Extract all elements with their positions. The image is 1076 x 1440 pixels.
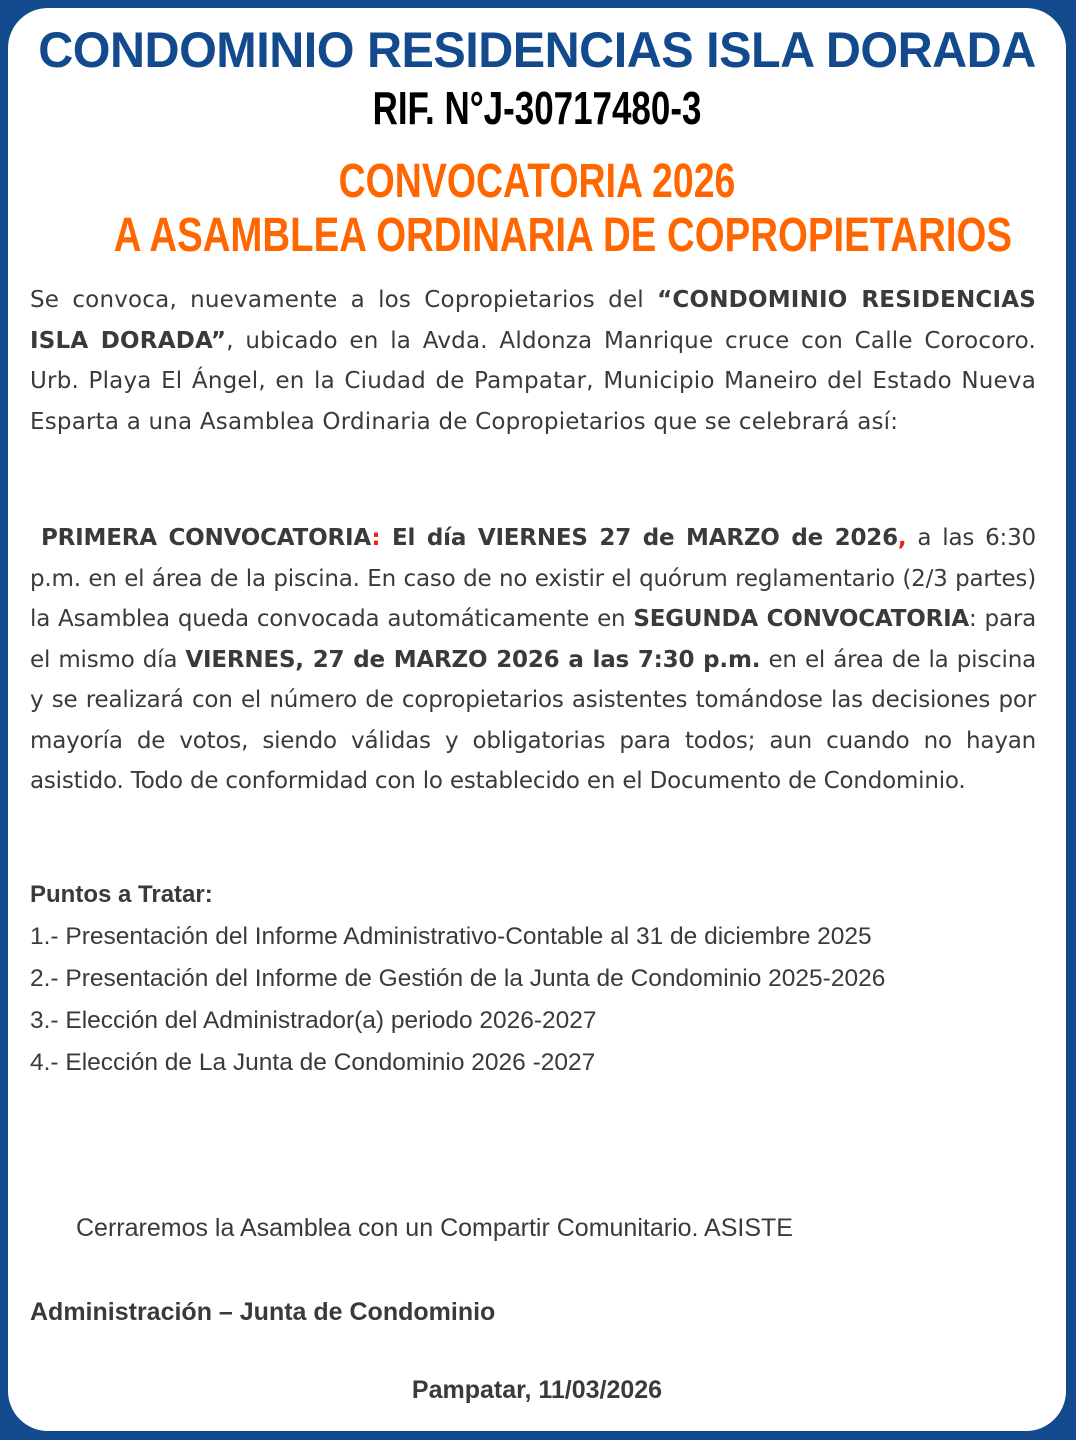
agenda-item: 1.- Presentación del Informe Administrativo-Contable al 31 de diciembre 2025 bbox=[30, 923, 872, 950]
intro-text-2: , ubicado en la Avda. Aldonza Manrique cruce con Calle Corocoro. Urb. Playa El Ángel, en la Ciudad de Pampatar, Municipio Maneiro del Estado Nueva Esparta a una Asamblea Ordinaria de Copropietarios que se celebrará así: bbox=[30, 327, 1037, 435]
primera-text-3: en el área de la piscina y se realizará con el número de copropietarios asistentes tomándose las decisiones por mayoría de votos, siendo válidas y obligatorias para todos; aun cuando no hayan asistido. Todo de conformidad con lo establecido en el Documento de Condominio. bbox=[30, 646, 1036, 794]
agenda-item: 4.- Elección de La Junta de Condominio 2026 -2027 bbox=[30, 1049, 596, 1076]
convocatoria-heading: CONVOCATORIA 2026 bbox=[338, 155, 736, 208]
signature: Administración – Junta de Condominio bbox=[30, 1298, 496, 1326]
segunda-date: VIERNES, 27 de MARZO 2026 a las 7:30 p.m. bbox=[185, 646, 761, 673]
rif-number: RIF. N°J-30717480-3 bbox=[372, 82, 702, 134]
primera-text-1: a las 6:30 p.m. en el área de la piscina. En caso de no existir el quórum reglamentario (2/3 partes) la Asamblea queda convocada automáticamente en bbox=[30, 525, 1036, 632]
primera-date: El día VIERNES 27 de MARZO de 2026 bbox=[380, 525, 898, 551]
convocatoria-paragraph bbox=[30, 518, 1036, 802]
condominium-title: CONDOMINIO RESIDENCIAS ISLA DORADA bbox=[38, 22, 1036, 78]
primera-comma: , bbox=[897, 525, 907, 551]
closing-text: Cerraremos la Asamblea con un Compartir Comunitario. ASISTE bbox=[76, 1214, 793, 1242]
segunda-label: SEGUNDA CONVOCATORIA bbox=[633, 606, 970, 632]
primera-text-2: : para el mismo día bbox=[30, 606, 1037, 673]
place-date: Pampatar, 11/03/2026 bbox=[411, 1376, 663, 1404]
intro-condominium-name: “CONDOMINIO RESIDENCIAS ISLA DORADA” bbox=[30, 287, 1036, 354]
primera-label: PRIMERA CONVOCATORIA bbox=[40, 525, 372, 551]
intro-paragraph bbox=[30, 280, 1036, 442]
agenda-heading: Puntos a Tratar: bbox=[30, 881, 213, 908]
intro-text-1: Se convoca, nuevamente a los Copropietarios del bbox=[30, 287, 658, 313]
notice-panel bbox=[8, 8, 1066, 1431]
agenda-item: 3.- Elección del Administrador(a) periodo 2026-2027 bbox=[30, 1007, 597, 1034]
assembly-heading: A ASAMBLEA ORDINARIA DE COPROPIETARIOS bbox=[113, 209, 1012, 262]
agenda-item: 2.- Presentación del Informe de Gestión de la Junta de Condominio 2025-2026 bbox=[30, 965, 886, 992]
agenda-section bbox=[30, 874, 1036, 1084]
primera-colon: : bbox=[371, 525, 381, 551]
